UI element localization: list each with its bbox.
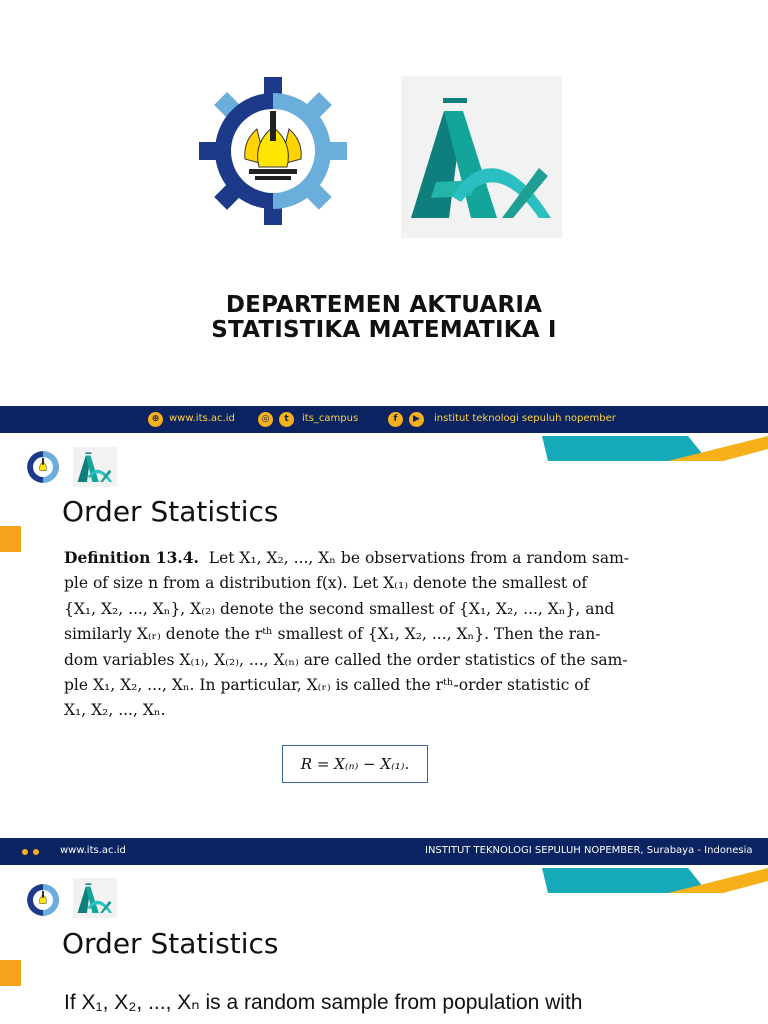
youtube-icon[interactable]: ▶	[409, 412, 424, 427]
orange-tab	[0, 526, 21, 552]
facebook-icon[interactable]: f	[388, 412, 403, 427]
globe-icon[interactable]: ⊕	[148, 412, 163, 427]
slide-heading: Order Statistics	[62, 927, 279, 960]
definition-line-6: ple X₁, X₂, ..., Xₙ. In particular, X₍ᵣ₎ is called the rᵗʰ-order statistic of	[64, 676, 590, 695]
its-logo	[198, 76, 348, 226]
slide-heading: Order Statistics	[62, 495, 279, 528]
slide-body-text: If X₁, X₂, ..., Xₙ is a random sample from population with	[64, 991, 583, 1014]
its-logo-small	[26, 450, 60, 484]
decorative-stripes	[538, 865, 768, 897]
aktuaria-logo	[401, 76, 562, 238]
footer-bar	[0, 406, 768, 433]
website-link[interactable]: www.its.ac.id	[169, 413, 235, 424]
orange-tab	[0, 960, 21, 986]
title-line-2: STATISTIKA MATEMATIKA I	[211, 317, 557, 343]
definition-line-7: X₁, X₂, ..., Xₙ.	[64, 701, 166, 720]
aktuaria-logo-small	[73, 447, 117, 487]
its-logo-small	[26, 883, 60, 917]
institution-name: institut teknologi sepuluh nopember	[434, 413, 616, 424]
definition-line-3: {X₁, X₂, ..., Xₙ}, X₍₂₎ denote the second smallest of {X₁, X₂, ..., Xₙ}, and	[64, 599, 615, 618]
instagram-icon[interactable]: ◎	[258, 412, 273, 427]
institution-name: INSTITUT TEKNOLOGI SEPULUH NOPEMBER, Surabaya - Indonesia	[425, 845, 753, 856]
range-formula-box: R = X₍ₙ₎ − X₍₁₎.	[282, 745, 428, 783]
website-link[interactable]: www.its.ac.id	[60, 845, 126, 856]
definition-line-5: dom variables X₍₁₎, X₍₂₎, ..., X₍ₙ₎ are called the order statistics of the sam-	[64, 650, 628, 669]
title-slide	[0, 0, 768, 406]
definition-label: Definition 13.4.	[64, 548, 199, 567]
definition-line-2: ple of size n from a distribution f(x). Let X₍₁₎ denote the smallest of	[64, 574, 588, 593]
social-handle[interactable]: its_campus	[302, 413, 359, 424]
dot-decoration	[33, 849, 39, 855]
definition-text: Let X₁, X₂, ..., Xₙ be observations from a random sam-	[208, 549, 630, 567]
definition-block	[64, 545, 664, 724]
decorative-stripes	[538, 433, 768, 465]
slide-order-statistics-definition	[0, 433, 768, 838]
footer-bar	[0, 838, 768, 865]
title-line-1: DEPARTEMEN AKTUARIA	[225, 292, 543, 318]
aktuaria-logo-small	[73, 878, 117, 918]
twitter-icon[interactable]: t	[279, 412, 294, 427]
definition-line-1	[64, 545, 664, 571]
definition-line-4: similarly X₍ᵣ₎ denote the rᵗʰ smallest of {X₁, X₂, ..., Xₙ}. Then the ran-	[64, 625, 601, 644]
dot-decoration	[22, 849, 28, 855]
slide-order-statistics	[0, 865, 768, 1024]
